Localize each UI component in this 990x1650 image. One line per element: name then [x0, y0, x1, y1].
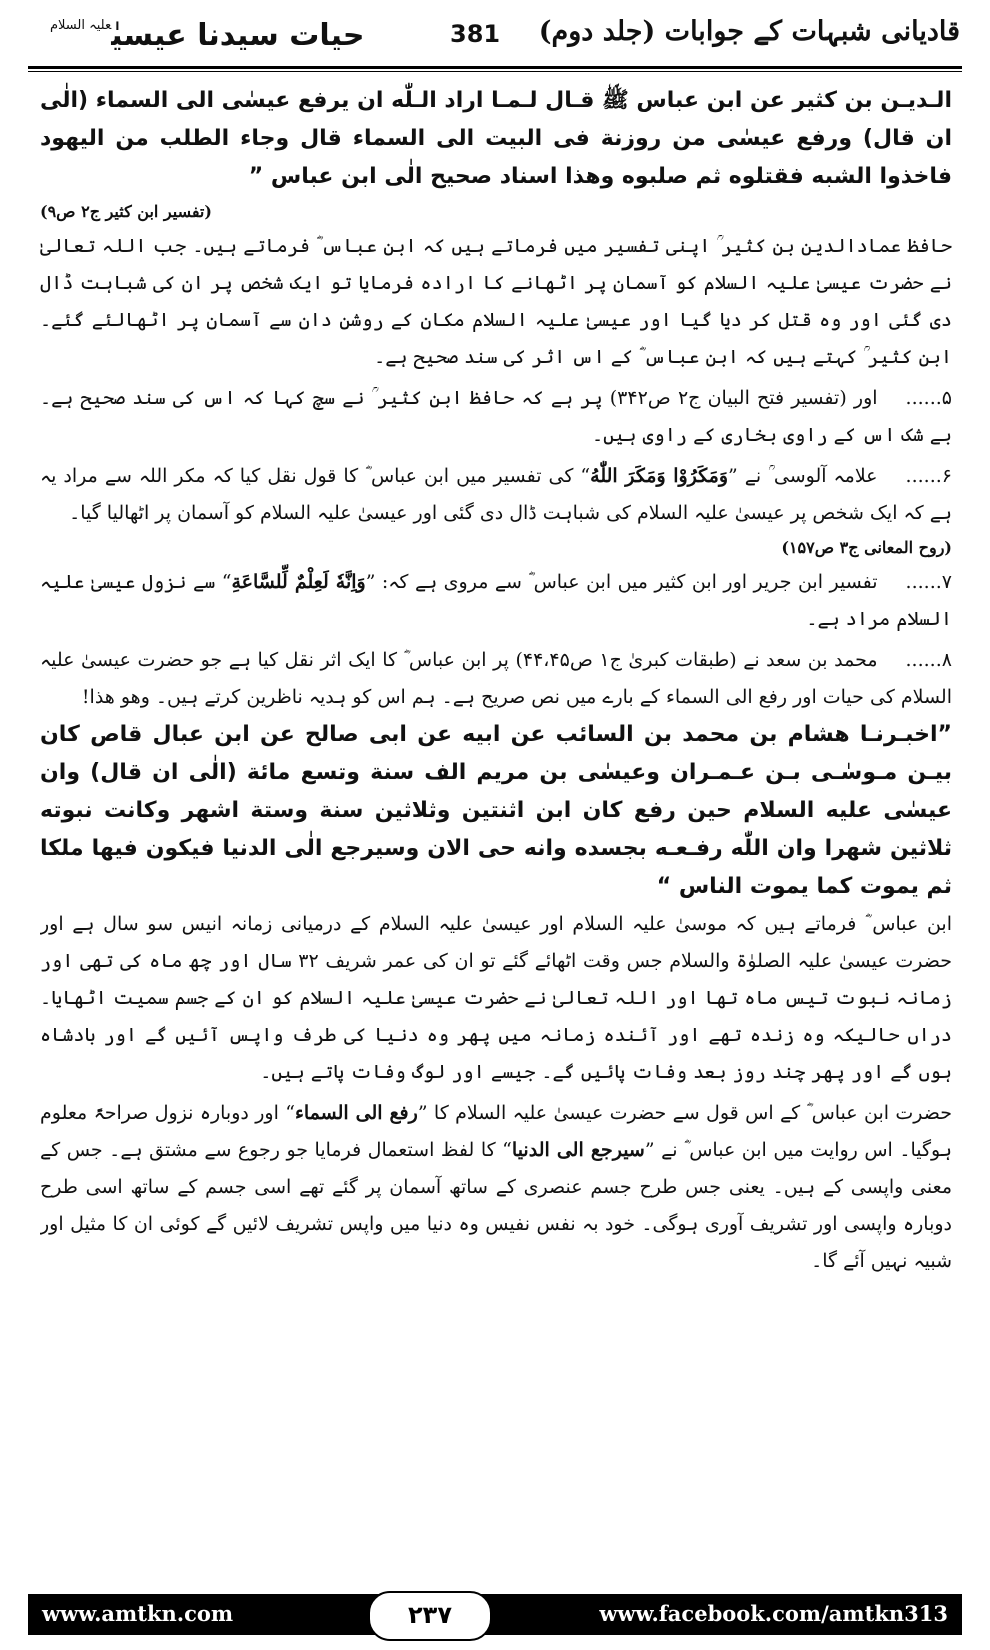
item-6-number: ۶......: [905, 465, 952, 487]
series-title: قادیانی شبہات کے جوابات (جلد دوم): [538, 16, 960, 47]
item-5: [40, 380, 952, 454]
para-4-text-a: حضرت ابن عباس ؓ کے اس قول سے حضرت عیسیٰ علیہ السلام کا ”: [417, 1102, 952, 1124]
item-7-text-b: “ سے نزول عیسیٰ علیہ السلام مراد ہے۔: [40, 571, 952, 630]
para-4-arabic-2: سيرجع الى الدنيا: [511, 1139, 645, 1161]
urdu-paragraph-1: حافظ عمادالدین بن کثیر ؒ اپنی تفسیر میں فرماتے ہیں کہ ابن عباس ؓ فرماتے ہیں۔ جب اللہ تعالیٰ نے حضرت عیسیٰ علیہ السلام کو آسمان پر اٹھانے کا ارادہ فرمایا تو ایک شخص پر ان کی شباہت ڈال دی گئی اور وہ قتل کر دیا گیا اور عیسیٰ علیہ السلام مکان کے روشن دان سے آسمان پر اٹھالئے گئے۔ ابن کثیر ؒ کہتے ہیں کہ ابن عباس ؓ کے اس اثر کی سند صحیح ہے۔: [40, 235, 952, 368]
item-7-number: ۷......: [905, 571, 952, 593]
item-7-quran-quote: وَاِنَّهٗ لَعِلْمٌ لِّلسَّاعَةِ: [231, 571, 366, 593]
item-6: [40, 458, 952, 532]
para-4-text-b: “ اور دوبارہ نزول صراحۃً معلوم ہوگیا۔ اس روایت میں ابن عباس ؓ نے ”: [40, 1102, 952, 1161]
page-content: [40, 82, 952, 1572]
para-4-text-c: “ کا لفظ استعمال فرمایا جو رجوع سے مشتق ہے۔ جس کے معنی واپسی کے ہیں۔ یعنی جس طرح جسم عنصری کے ساتھ آسمان پر گئے تھے اسی جسم کے ساتھ اسی طرح دوبارہ واپسی اور تشریف آوری ہوگی۔ خود بہ نفس نفیس وہ دنیا میں واپس تشریف لائیں گے کوئی ان کا مثیل اور شبیہ نہیں آئے گا۔: [40, 1139, 952, 1272]
item-8-text: محمد بن سعد نے (طبقات کبریٰ ج۱ ص۴۴،۴۵) پر ابن عباس ؓ کا ایک اثر نقل کیا ہے جو حضرت عیسیٰ علیہ السلام کی حیات اور رفع الی السماء کے بارے میں نص صریح ہے۔ ہم اس کو ہدیہ ناظرین کرتے ہیں۔ وھو ھذا!: [40, 649, 952, 708]
page-number: 381: [450, 20, 501, 48]
para-4-arabic-1: رفع الى السماء: [294, 1102, 418, 1124]
item-8-number: ۸......: [905, 649, 952, 671]
honorific: علیہ السلام: [50, 18, 112, 33]
urdu-paragraph-4: [40, 1095, 952, 1280]
book-title: [50, 18, 365, 53]
arabic-quote-2: ”اخبـرنـا هشام بن محمد بن السائب عن ابيه عن ابى صالح عن ابن عبال قاص كان بيـن مـوسٰـى بـن عـمـران وعيسٰى بن مريم الف سنة وتسع مائة (الٰى ان قال) وان عيسٰى عليه السلام حين رفع كان ابن اثنتين وثلاثين سنة وستة اشهر وكانت نبوته ثلاثين شهرا وان اللّٰه رفـعـه بجسده وانه حى الان وسيرجع الٰى الدنيا فيكون فيها ملكا ثم يموت كما يموت الناس “: [40, 722, 952, 899]
page-footer: [28, 1594, 962, 1635]
item-7-text-a: تفسیر ابن جریر اور ابن کثیر میں ابن عباس ؓ سے مروی ہے کہ: ”: [365, 571, 878, 593]
item-6-text-b: “ کی تفسیر میں ابن عباس ؓ کا قول نقل کیا کہ مکر اللہ سے مراد یہ ہے کہ ایک شخص پر عیسیٰ علیہ السلام کی شباہت ڈال دی گئی اور عیسیٰ علیہ السلام کو آسمان پر اٹھالیا گیا۔: [40, 465, 952, 524]
book-title-text: حیات سیدنا عیسیٰ: [111, 18, 365, 53]
footer-page-number: ۲۳۷: [368, 1591, 492, 1641]
website-link[interactable]: www.amtkn.com: [42, 1601, 234, 1626]
urdu-paragraph-3: ابن عباس ؓ فرماتے ہیں کہ موسیٰ علیہ السلام اور عیسیٰ علیہ السلام کے درمیانی زمانہ انیس سو سال ہے اور حضرت عیسیٰ علیہ الصلوٰۃ والسلام جس وقت اٹھائے گئے تو ان کی عمر شریف ۳۲ سال اور چھ ماہ کی تھی اور زمانہ نبوت تیس ماہ تھا اور اللہ تعالیٰ نے حضرت عیسیٰ علیہ السلام کو ان کے جسم سمیت اٹھایا۔ دراں حالیکہ وہ زندہ تھے اور آئندہ زمانہ میں پھر وہ دنیا کی طرف واپس آئیں گے اور بادشاہ ہوں گے اور پھر چند روز بعد وفات پائیں گے۔ جیسے اور لوگ وفات پاتے ہیں۔: [40, 913, 952, 1083]
item-6-text-a: علامہ آلوسی ؒ نے ”: [728, 465, 878, 487]
citation-ibn-kathir: (تفسیر ابن کثیر ج۲ ص۹): [40, 202, 212, 221]
facebook-link[interactable]: www.facebook.com/amtkn313: [599, 1601, 948, 1626]
item-5-number: ۵......: [905, 387, 952, 409]
page-header: [30, 14, 960, 66]
citation-ruh-al-maani: (روح المعانی ج۳ ص۱۵۷): [781, 538, 952, 557]
item-7: [40, 564, 952, 638]
header-rule-thick: [28, 66, 962, 69]
arabic-quote-1: الـديـن بن كثير عن ابن عباس ﷺ قـال لـمـا اراد الـلّٰه ان يرفع عيسٰى الى السماء (الٰى ان قال) ورفع عيسٰى من روزنة فى البيت الى السماء قال وجاء الطلب من اليهود فاخذوا الشبه فقتلوه ثم صلبوه وهذا اسناد صحيح الٰى ابن عباس ”: [40, 88, 952, 189]
item-6-quran-quote: وَمَكَرُوْا وَمَكَرَ اللّٰهُ: [590, 465, 728, 487]
item-8: [40, 642, 952, 716]
item-5-text: اور (تفسیر فتح البیان ج۲ ص۳۴۲) پر ہے کہ حافظ ابن کثیر ؒ نے سچ کہا کہ اس کی سند صحیح ہے۔ بے شک اس کے راوی بخاری کے راوی ہیں۔: [40, 387, 952, 446]
header-rule-thin: [28, 71, 962, 72]
